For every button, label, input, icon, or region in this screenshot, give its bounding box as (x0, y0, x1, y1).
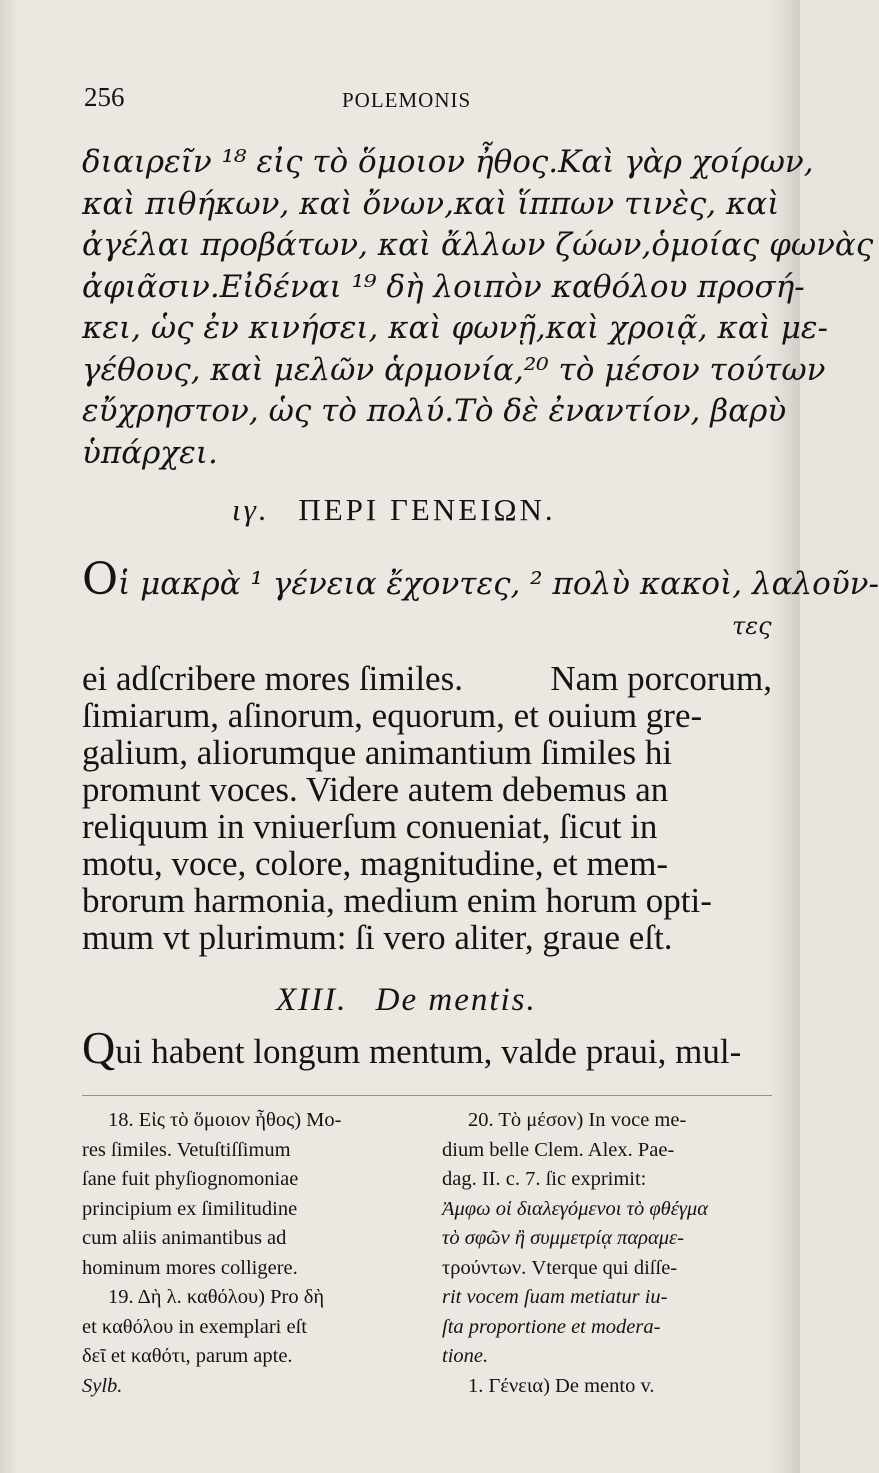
line-segment: reliquum in vniuerſum conueniat, ſicut in (82, 807, 658, 846)
line-continuation: τες (732, 612, 772, 640)
footnote-line: ſane fuit phyſiognomoniae (82, 1168, 299, 1190)
footnotes-right-column (442, 1106, 764, 1401)
line-segment: promunt voces. Videre autem debemus an (82, 770, 669, 809)
line-segment: Τὸ δὲ ἐναντίον, βαρὺ (454, 393, 787, 429)
text-line (82, 350, 826, 392)
line-segment: ὑπάρχει. (82, 434, 218, 471)
footnote-line: 1. Γένεια) De mento v. (468, 1374, 655, 1397)
line-segment: ſimiarum, aſinorum, equorum, et ouium gre- (82, 696, 703, 735)
drop-initial: O (82, 554, 119, 605)
greek-section-line (82, 554, 879, 605)
line-segment: ἀφιᾶσιν. (82, 268, 220, 305)
line-segment: brorum harmonia, medium enim horum opti- (82, 881, 712, 920)
footnote-line: hominum mores colligere. (82, 1256, 298, 1279)
footnote-line: 18. Εἰς τὸ ὅμοιον ἦθος) Mo- (108, 1109, 342, 1131)
footnote-line: rit vocem ſuam metiatur iu- (442, 1286, 668, 1308)
line-segment: καὶ ἵππων τινὲς, καὶ (453, 185, 780, 222)
text-line (82, 225, 874, 267)
line-segment: ἱ μακρὰ ¹ γένεια ἔχοντες, ² πολὺ κακοὶ, λαλοῦν- (118, 566, 879, 602)
latin-section-line (82, 1022, 772, 1073)
text-line (82, 771, 772, 808)
section-title: ΠΕΡΙ ΓΕΝΕΙΩΝ. (298, 492, 556, 527)
text-line (82, 184, 780, 226)
line-segment: ei adſcribere mores ſimiles. (82, 659, 463, 698)
text-line (82, 808, 772, 845)
footnote-line: τὸ σφῶν ἢ συμμετρίᾳ παραμε- (442, 1227, 684, 1249)
footnote-line: Sylb. (82, 1374, 123, 1397)
latin-section-heading (276, 982, 696, 1019)
text-line (82, 734, 772, 771)
footnote-divider (82, 1095, 772, 1096)
running-title: POLEMONIS (342, 88, 472, 112)
text-line (82, 433, 772, 475)
drop-initial: Q (82, 1022, 116, 1073)
text-line (82, 391, 787, 433)
footnote-line: δεῖ et καθότι, parum apte. (82, 1345, 293, 1367)
line-segment: ui habent longum mentum, valde praui, mul- (115, 1032, 742, 1071)
text-line (82, 845, 772, 882)
greek-paragraph (82, 142, 874, 474)
footnote-line: et καθόλου in exemplari eſt (82, 1315, 307, 1338)
line-segment: ὁμοίας φωνὰς (651, 227, 874, 263)
line-segment: galium, aliorumque animantium ſimiles hi (82, 733, 673, 772)
line-segment: Καὶ γὰρ χοίρων, (558, 144, 814, 180)
line-segment: mum vt plurimum: ſi vero aliter, graue eſt. (82, 918, 673, 957)
page-number: 256 (84, 82, 125, 112)
page-header (84, 82, 764, 122)
footnote-line: 20. Τὸ μέσον) In voce me- (468, 1109, 687, 1131)
footnote-line: tione. (442, 1345, 489, 1367)
text-line (82, 142, 814, 184)
line-segment: εὔχρηστον, ὡς τὸ πολύ. (82, 393, 455, 429)
text-line (82, 882, 772, 919)
footnote-line: 19. Δὴ λ. καθόλου) Pro δὴ (108, 1286, 325, 1308)
line-segment: διαιρεῖν ¹⁸ εἰς τὸ ὅμοιον ἦθος. (82, 144, 559, 180)
section-title: De mentis. (375, 982, 537, 1018)
footnote-line: dium belle Clem. Alex. Pae- (442, 1138, 675, 1161)
footnotes-left-column (82, 1106, 412, 1401)
footnote-line: ſta proportione et modera- (442, 1315, 661, 1338)
footnote-line: Ἀμφω οἱ διαλεγόμενοι τὸ φθέγμα (442, 1197, 708, 1220)
line-segment: Εἰδέναι ¹⁹ δὴ λοιπὸν καθόλου προσή- (219, 268, 805, 305)
line-segment: motu, voce, colore, magnitudine, et mem- (82, 844, 669, 883)
footnote-line: cum aliis animantibus ad (82, 1227, 287, 1249)
text-line (82, 308, 829, 350)
text-line (82, 919, 772, 956)
text-line (82, 267, 805, 309)
text-line (82, 660, 772, 697)
footnote-line: τρούντων. Vterque qui diſſe- (442, 1256, 678, 1279)
footnote-line: res ſimiles. Vetuſtiſſimum (82, 1138, 291, 1161)
line-segment: καὶ χροιᾷ, καὶ με- (545, 310, 829, 346)
footnote-line: dag. II. c. 7. ſic exprimit: (442, 1168, 647, 1190)
line-segment: κει, ὡς ἐν κινήσει, καὶ φωνῇ, (82, 310, 546, 346)
section-number: XIII. (276, 982, 348, 1018)
footnote-line: principium ex ſimilitudine (82, 1197, 298, 1220)
line-segment: καὶ πιθήκων, καὶ ὄνων, (82, 185, 454, 222)
line-segment: ἀγέλαι προβάτων, καὶ ἄλλων ζώων, (82, 227, 652, 263)
text-line (82, 697, 772, 734)
line-segment: ²⁰ τὸ μέσον τούτων (523, 351, 826, 388)
greek-section-heading (232, 492, 732, 528)
latin-paragraph (82, 660, 772, 956)
line-segment: γέθους, καὶ μελῶν ἁρμονία, (82, 351, 524, 388)
line-segment: Nam porcorum, (550, 659, 772, 698)
section-number: ιγ. (232, 492, 270, 527)
